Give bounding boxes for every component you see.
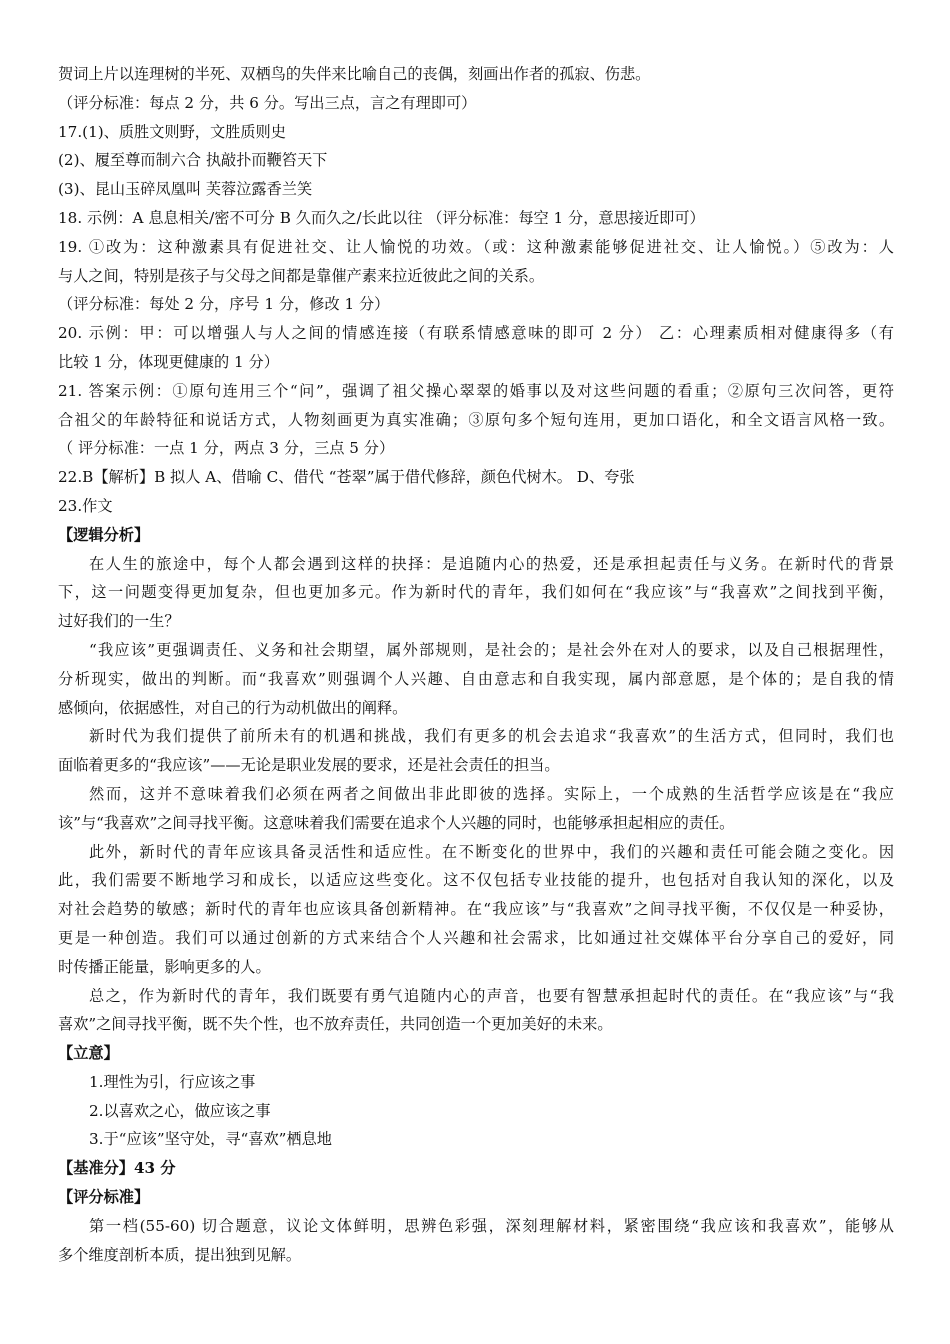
- text-line: 22.B【解析】B 拟人 A、借喻 C、借代 “苍翠”属于借代修辞，颜色代树木。 D、夸张: [58, 468, 635, 487]
- text-line: 该”与“我喜欢”之间寻找平衡。这意味着我们需要在追求个人兴趣的同时，也能够承担起相应的责任。: [58, 813, 735, 832]
- text-line: 新时代为我们提供了前所未有的机遇和挑战，我们有更多的机会去追求“我喜欢”的生活方式，但同时，我们也: [89, 727, 894, 746]
- text-line: 19. ①改为：这种激素具有促进社交、让人愉悦的功效。（或：这种激素能够促进社交、让人愉悦。）⑤改为：人: [58, 237, 894, 256]
- text-line: 此外，新时代的青年应该具备灵活性和适应性。在不断变化的世界中，我们的兴趣和责任可能会随之变化。因: [89, 842, 894, 861]
- section-heading: 【立意】: [58, 1044, 119, 1063]
- text-line: （ 评分标准：一点 1 分，两点 3 分，三点 5 分）: [58, 439, 395, 458]
- text-line: 3.于“应该”坚守处，寻“喜欢”栖息地: [89, 1130, 332, 1149]
- document-page: [58, 60, 894, 1269]
- section-heading: 【基准分】43 分: [58, 1159, 176, 1178]
- text-line: (3)、昆山玉碎凤凰叫 芙蓉泣露香兰笑: [58, 180, 313, 199]
- text-line: “我应该”更强调责任、义务和社会期望，属外部规则，是社会的；是社会外在对人的要求，以及自己根据理性，: [89, 640, 894, 659]
- text-line: 感倾向，依据感性，对自己的行为动机做出的阐释。: [58, 698, 408, 717]
- text-line: 下，这一问题变得更加复杂，但也更加多元。作为新时代的青年，我们如何在“我应该”与“我喜欢”之间找到平衡，: [58, 583, 894, 602]
- text-line: 时传播正能量，影响更多的人。: [58, 957, 271, 976]
- text-line: 比较 1 分，体现更健康的 1 分）: [58, 352, 279, 371]
- text-line: 23.作文: [58, 496, 113, 515]
- text-line: 21. 答案示例：①原句连用三个“问”，强调了祖父操心翠翠的婚事以及对这些问题的看重；②原句三次问答，更符: [58, 381, 894, 400]
- text-line: （评分标准：每点 2 分，共 6 分。写出三点，言之有理即可）: [58, 93, 477, 112]
- text-line: 喜欢”之间寻找平衡，既不失个性，也不放弃责任，共同创造一个更加美好的未来。: [58, 1015, 613, 1034]
- text-line: 与人之间，特别是孩子与父母之间都是靠催产素来拉近彼此之间的关系。: [58, 266, 544, 285]
- text-line: 多个维度剖析本质，提出独到见解。: [58, 1245, 301, 1264]
- text-line: 此，我们需要不断地学习和成长，以适应这些变化。这不仅包括专业技能的提升，也包括对自我认知的深化，以及: [58, 871, 894, 890]
- section-heading: 【逻辑分析】: [58, 525, 150, 544]
- text-line: （评分标准：每处 2 分，序号 1 分，修改 1 分）: [58, 295, 390, 314]
- text-line: 20. 示例：甲：可以增强人与人之间的情感连接（有联系情感意味的即可 2 分） 乙：心理素质相对健康得多（有: [58, 324, 894, 343]
- text-line: 在人生的旅途中，每个人都会遇到这样的抉择：是追随内心的热爱，还是承担起责任与义务。在新时代的背景: [89, 554, 894, 573]
- text-line: 贺词上片以连理树的半死、双栖鸟的失伴来比喻自己的丧偶，刻画出作者的孤寂、伤悲。: [58, 65, 651, 83]
- text-line: 1.理性为引，行应该之事: [89, 1072, 256, 1091]
- text-line: (2)、履至尊而制六合 执敲扑而鞭笞天下: [58, 151, 328, 170]
- section-heading: 【评分标准】: [58, 1188, 150, 1207]
- text-line: 总之，作为新时代的青年，我们既要有勇气追随内心的声音，也要有智慧承担起时代的责任。在“我应该”与“我: [89, 986, 894, 1005]
- text-line: 对社会趋势的敏感；新时代的青年也应该具备创新精神。在“我应该”与“我喜欢”之间寻找平衡，不仅仅是一种妥协，: [58, 900, 894, 919]
- text-line: 17.(1)、质胜文则野，文胜质则史: [58, 122, 286, 141]
- text-line: 更是一种创造。我们可以通过创新的方式来结合个人兴趣和社会需求，比如通过社交媒体平台分享自己的爱好，同: [58, 928, 894, 947]
- text-line: 第一档(55-60) 切合题意，议论文体鲜明，思辨色彩强，深刻理解材料，紧密围绕“我应该和我喜欢”，能够从: [89, 1216, 894, 1235]
- text-line: 过好我们的一生？: [58, 612, 180, 631]
- text-line: 18. 示例：A 息息相关/密不可分 B 久而久之/长此以往 （评分标准：每空 1 分，意思接近即可）: [58, 208, 705, 227]
- text-line: 面临着更多的“我应该”——无论是职业发展的要求，还是社会责任的担当。: [58, 756, 560, 775]
- text-line: 然而，这并不意味着我们必须在两者之间做出非此即彼的选择。实际上，一个成熟的生活哲学应该是在“我应: [89, 784, 894, 803]
- text-line: 2.以喜欢之心，做应该之事: [89, 1101, 271, 1120]
- text-line: 分析现实，做出的判断。而“我喜欢”则强调个人兴趣、自由意志和自我实现，属内部意愿，是个体的；是自我的情: [58, 669, 894, 688]
- text-line: 合祖父的年龄特征和说话方式，人物刻画更为真实准确；③原句多个短句连用，更加口语化，和全文语言风格一致。: [58, 410, 894, 429]
